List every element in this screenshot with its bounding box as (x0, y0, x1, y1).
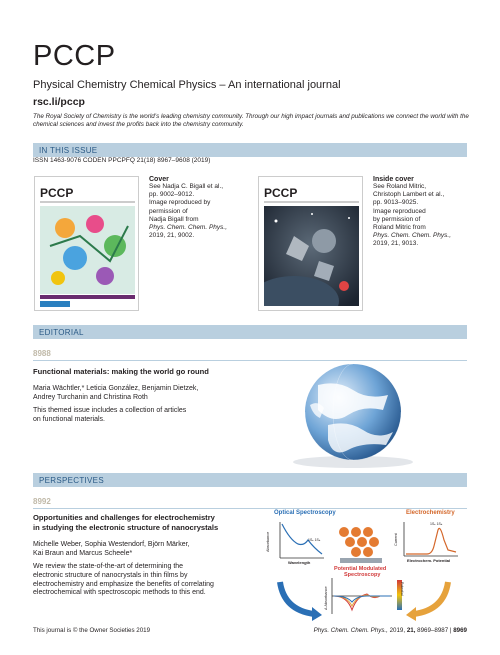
electrochemistry-label: Electrochemistry (406, 510, 455, 516)
perspectives-rule (33, 508, 467, 509)
inside-cover-image[interactable] (258, 176, 363, 311)
perspectives-title[interactable] (33, 513, 218, 532)
journal-url[interactable]: rsc.li/pccp (33, 96, 85, 108)
current-axis-label: Current (394, 533, 398, 546)
pms-label-1: Potential Modulated (334, 566, 387, 572)
inside-cover-art (264, 206, 359, 306)
editorial-authors (33, 385, 198, 403)
title-line: Opportunities and challenges for electrochemistry (33, 513, 215, 522)
cover-line: pp. 9002–9012. (149, 191, 195, 199)
footer-separator: | (449, 627, 452, 634)
cover-thumb-logo (40, 301, 70, 307)
band-label: IN THIS ISSUE (39, 146, 98, 155)
editorial-title[interactable]: Functional materials: making the world go round (33, 367, 209, 376)
electro-peak-label: 1Sₑ 1Sₕ (430, 522, 443, 526)
footer-journal: Phys. Chem. Chem. Phys., (313, 627, 388, 634)
cover-line: Phys. Chem. Chem. Phys., (149, 224, 228, 232)
perspectives-authors (33, 541, 190, 559)
cover-title: Cover (149, 176, 169, 183)
delta-absorbance-axis-label: Δ Absorbance (324, 586, 328, 610)
wavelength-axis-label: Wavelength (288, 560, 311, 565)
inside-cover-caption (373, 176, 451, 249)
editorial-page: 8988 (33, 349, 51, 358)
band-label: PERSPECTIVES (39, 476, 104, 485)
author-line: Maria Wächtler,* Leticia González, Benjamin Dietzek, (33, 385, 199, 392)
inside-cover-line: 2019, 21, 9013. (373, 240, 419, 248)
cover-line: permission of (149, 207, 188, 215)
colorbar-label: Potential (400, 582, 404, 596)
author-line: Michelle Weber, Sophia Westendorf, Björn Märker, (33, 541, 190, 548)
pms-label-2: Spectroscopy (344, 572, 381, 578)
author-line: Andrey Turchanin and Christina Roth (33, 393, 148, 401)
journal-title: PCCP (33, 40, 116, 72)
cover-thumb-title: PCCP (40, 186, 74, 200)
inside-cover-thumb-rule (264, 201, 359, 203)
perspectives-abstract (33, 563, 214, 598)
author-line: Kai Braun and Marcus Scheele* (33, 549, 133, 557)
optical-peak-label: 1Sₑ 1Sₕ (308, 538, 321, 542)
cover-line: Image reproduced by (149, 199, 211, 207)
editorial-band (33, 325, 467, 339)
in-this-issue-band (33, 143, 467, 157)
cover-line: 2019, 21, 9002. (149, 232, 195, 240)
abstract-line: electronic structure of nanocrystals in thin films by (33, 571, 188, 579)
footer-pages: 8969–8987 (417, 627, 449, 634)
rsc-statement: The Royal Society of Chemistry is the world’s leading chemistry community. Through our high impact journals and publications we connect the world with the chemical sciences and invest the profits back into the chemistry community. (33, 113, 469, 129)
potential-axis-label: Electrochem. Potential (407, 558, 451, 563)
cover-line: Nadja Bigall from (149, 215, 199, 223)
inside-cover-title: Inside cover (373, 176, 414, 183)
abstract-line: on functional materials. (33, 415, 105, 423)
inside-cover-line: Roland Mitric from (373, 224, 426, 232)
cover-caption (149, 176, 227, 240)
editorial-globe (258, 360, 448, 470)
inside-cover-line: Phys. Chem. Chem. Phys., (373, 232, 452, 240)
footer-page-number: 8969 (453, 627, 467, 634)
perspectives-band (33, 473, 467, 487)
footer-citation (314, 627, 467, 634)
absorbance-axis-label: Absorbance (266, 531, 270, 552)
abstract-line: electrochemistry and emphasize the benefits of correlating (33, 580, 214, 588)
title-line: in studying the electronic structure of nanocrystals (33, 522, 219, 532)
abstract-line: This themed issue includes a collection of articles (33, 407, 187, 414)
inside-cover-line: by permission of (373, 215, 421, 223)
journal-subtitle: Physical Chemistry Chemical Physics – An international journal (33, 79, 341, 91)
cover-thumb-rule (40, 201, 135, 203)
issn-line: ISSN 1463-9076 CODEN PPCPFQ 21(18) 8967–9608 (2019) (33, 157, 211, 164)
nanocrystal-lattice (339, 527, 382, 563)
inside-cover-line: pp. 9013–9025. (373, 199, 419, 207)
inside-cover-line: Christoph Lambert et al., (373, 191, 445, 199)
cover-image[interactable] (34, 176, 139, 311)
optical-spectroscopy-label: Optical Spectroscopy (274, 510, 336, 516)
cover-thumb-bar (40, 295, 135, 299)
editorial-abstract (33, 407, 186, 425)
cover-line: See Nadja C. Bigall et al., (149, 183, 224, 190)
footer-volume: 21, (406, 627, 416, 634)
perspectives-page: 8992 (33, 497, 51, 506)
footer-copyright: This journal is © the Owner Societies 2019 (33, 627, 151, 634)
abstract-line: We review the state-of-the-art of determining the (33, 563, 184, 570)
inside-cover-line: Image reproduced (373, 207, 426, 215)
band-label: EDITORIAL (39, 328, 84, 337)
inside-cover-line: See Roland Mitric, (373, 183, 427, 190)
abstract-line: electrochemical with spectroscopic methods to this end. (33, 589, 206, 597)
footer-year: 2019, (389, 627, 406, 634)
cover-art (40, 206, 135, 294)
perspectives-figure (262, 510, 467, 622)
inside-cover-thumb-title: PCCP (264, 186, 298, 200)
